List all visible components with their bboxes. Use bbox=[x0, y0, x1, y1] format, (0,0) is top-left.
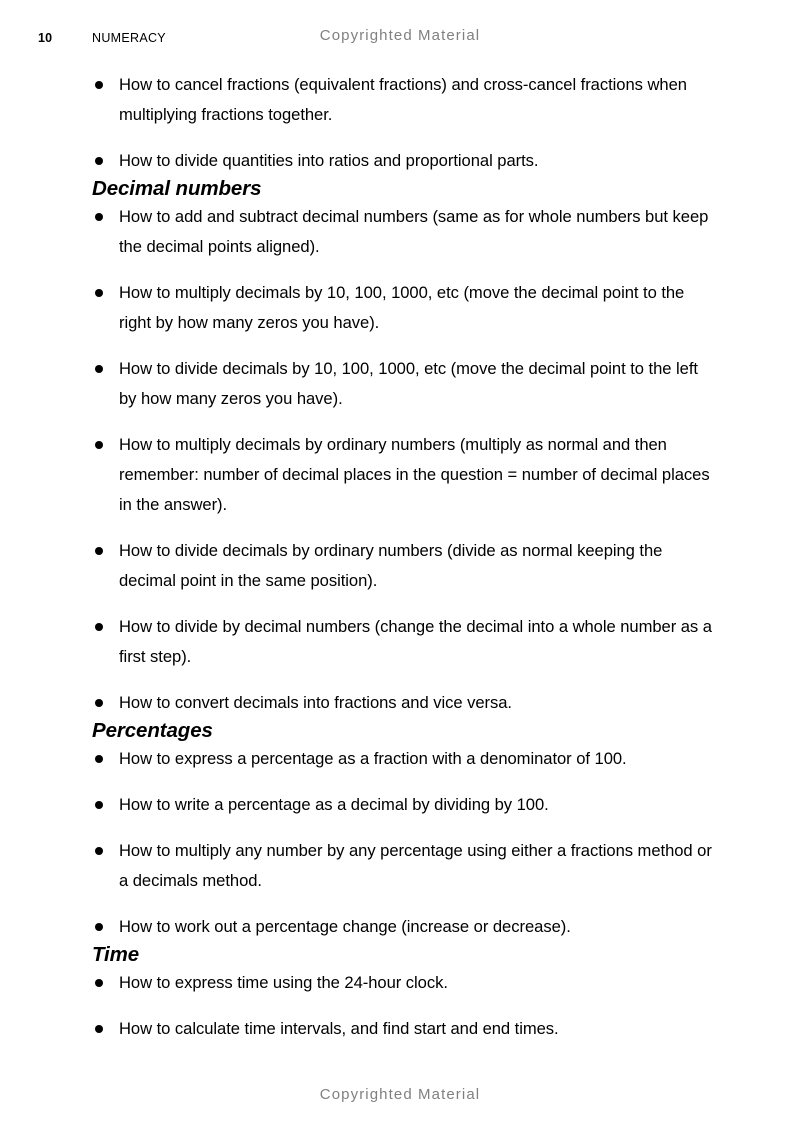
list-item-text: How to convert decimals into fractions and vice versa. bbox=[119, 693, 512, 712]
running-title: NUMERACY bbox=[92, 31, 166, 45]
list-item-text: How to add and subtract decimal numbers (same as for whole numbers but keep the decimal points aligned). bbox=[119, 207, 709, 256]
list-item-text: How to calculate time intervals, and find start and end times. bbox=[119, 1019, 559, 1038]
list-item-text: How to write a percentage as a decimal by dividing by 100. bbox=[119, 795, 549, 814]
list-item bbox=[92, 688, 712, 718]
section-heading-time: Time bbox=[92, 943, 140, 966]
bullet-icon bbox=[95, 157, 103, 165]
list-item-text: How to multiply decimals by ordinary numbers (multiply as normal and then remember: number of decimal places in the question = number of decimal places in the answer). bbox=[119, 435, 710, 514]
bullet-icon bbox=[95, 699, 103, 707]
list-item-text: How to divide decimals by 10, 100, 1000, etc (move the decimal point to the left by how many zeros you have). bbox=[119, 359, 698, 408]
list-item bbox=[92, 790, 712, 820]
decimal-numbers-bullet-list bbox=[92, 202, 712, 718]
bullet-icon bbox=[95, 923, 103, 931]
bullet-icon bbox=[95, 213, 103, 221]
bullet-icon bbox=[95, 81, 103, 89]
list-item-text: How to multiply decimals by 10, 100, 1000, etc (move the decimal point to the right by how many zeros you have). bbox=[119, 283, 685, 332]
list-item-text: How to express a percentage as a fraction with a denominator of 100. bbox=[119, 749, 627, 768]
list-item-text: How to multiply any number by any percentage using either a fractions method or a decimals method. bbox=[119, 841, 712, 890]
bullet-icon bbox=[95, 441, 103, 449]
section-heading-percentages: Percentages bbox=[92, 719, 213, 742]
list-item bbox=[92, 536, 712, 596]
list-item bbox=[92, 612, 712, 672]
list-item bbox=[92, 146, 712, 176]
list-item bbox=[92, 836, 712, 896]
page-content bbox=[92, 70, 712, 1044]
intro-bullet-list bbox=[92, 70, 712, 176]
list-item bbox=[92, 968, 712, 998]
watermark-top: Copyrighted Material bbox=[319, 27, 481, 44]
list-item-text: How to express time using the 24-hour clock. bbox=[119, 973, 448, 992]
list-item bbox=[92, 912, 712, 942]
bullet-icon bbox=[95, 979, 103, 987]
page-number: 10 bbox=[38, 31, 53, 45]
percentages-bullet-list bbox=[92, 744, 712, 942]
list-item-text: How to divide decimals by ordinary numbers (divide as normal keeping the decimal point in the same position). bbox=[119, 541, 663, 590]
list-item bbox=[92, 354, 712, 414]
watermark-bottom: Copyrighted Material bbox=[319, 1086, 481, 1103]
list-item-text: How to divide quantities into ratios and proportional parts. bbox=[119, 151, 539, 170]
list-item-text: How to cancel fractions (equivalent fractions) and cross-cancel fractions when multiplying fractions together. bbox=[119, 75, 687, 124]
list-item bbox=[92, 1014, 712, 1044]
bullet-icon bbox=[95, 755, 103, 763]
list-item-text: How to work out a percentage change (increase or decrease). bbox=[119, 917, 571, 936]
bullet-icon bbox=[95, 365, 103, 373]
bullet-icon bbox=[95, 1025, 103, 1033]
list-item bbox=[92, 202, 712, 262]
list-item-text: How to divide by decimal numbers (change the decimal into a whole number as a first step). bbox=[119, 617, 712, 666]
list-item bbox=[92, 70, 712, 130]
bullet-icon bbox=[95, 547, 103, 555]
bullet-icon bbox=[95, 847, 103, 855]
bullet-icon bbox=[95, 289, 103, 297]
bullet-icon bbox=[95, 801, 103, 809]
list-item bbox=[92, 744, 712, 774]
bullet-icon bbox=[95, 623, 103, 631]
list-item bbox=[92, 278, 712, 338]
list-item bbox=[92, 430, 712, 520]
section-heading-decimal-numbers: Decimal numbers bbox=[92, 177, 262, 200]
time-bullet-list bbox=[92, 968, 712, 1044]
